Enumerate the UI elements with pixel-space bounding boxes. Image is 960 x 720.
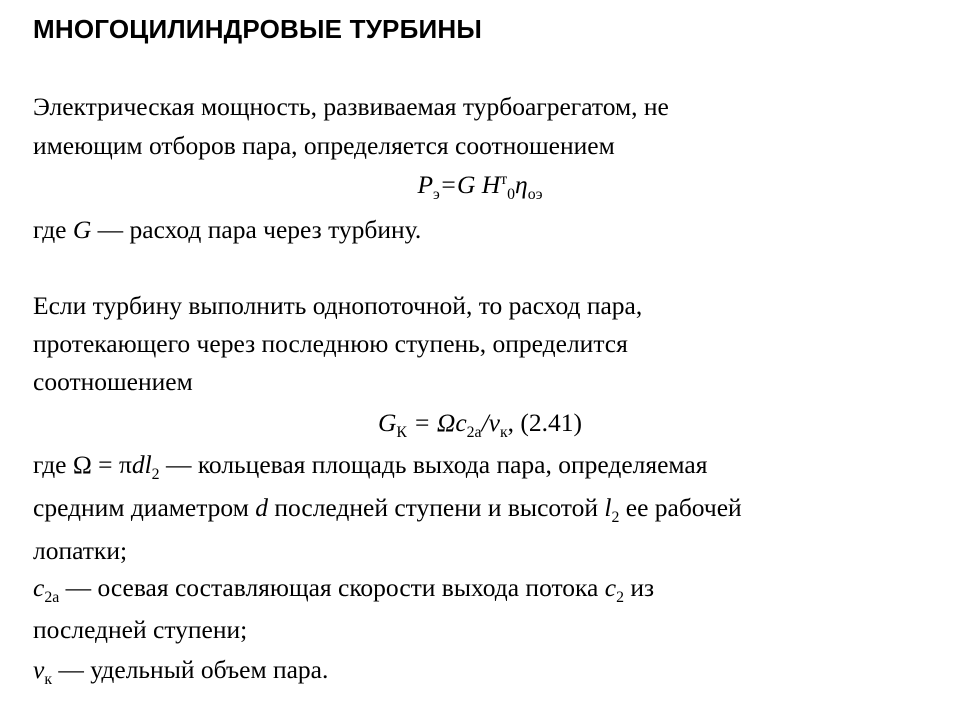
formula-power-eq: =G H bbox=[439, 170, 501, 199]
where-G-line bbox=[33, 215, 421, 245]
paragraph-1-line-2: имеющим отборов пара, определяется соотношением bbox=[33, 131, 615, 160]
formula-flow-eq: = Ωc bbox=[406, 408, 467, 437]
def-omega-line-1-rest: — кольцевая площадь выхода пара, определяемая bbox=[159, 450, 708, 479]
def-omega-line-2 bbox=[33, 493, 742, 526]
def-omega-line-1 bbox=[33, 450, 708, 483]
formula-power-eta-sub: оэ bbox=[527, 185, 543, 203]
formula-flow-slash: /v bbox=[481, 408, 500, 437]
paragraph-2-line-2: протекающего через последнюю ступень, определится bbox=[33, 329, 628, 358]
def-omega-d: d bbox=[255, 493, 268, 522]
def-c2a-line-1 bbox=[33, 573, 655, 606]
def-omega-dl-sub: 2 bbox=[151, 465, 160, 483]
formula-flow-ref: , (2.41) bbox=[507, 408, 583, 437]
formula-power-P: P bbox=[417, 170, 434, 199]
def-c2a-c: c bbox=[33, 573, 45, 602]
formula-power-P-sub: э bbox=[433, 185, 440, 203]
formula-flow-G: G bbox=[377, 408, 397, 437]
def-v-rest: — удельный объем пара. bbox=[52, 655, 329, 684]
def-c2a-line-1-end: из bbox=[623, 573, 655, 602]
where-G-rest: — расход пара через турбину. bbox=[91, 215, 422, 244]
paragraph-1-line-1: Электрическая мощность, развиваемая турбоагрегатом, не bbox=[33, 92, 669, 121]
formula-flow bbox=[0, 408, 960, 441]
def-c2a-line-1-rest: — осевая составляющая скорости выхода потока bbox=[59, 573, 605, 602]
def-omega-prefix: где Ω = π bbox=[33, 450, 132, 479]
paragraph-2-line-3: соотношением bbox=[33, 367, 193, 396]
def-c2a-c2-sub: 2 bbox=[616, 588, 624, 606]
def-omega-l: l bbox=[604, 493, 612, 522]
def-omega-line-2-c: ее рабочей bbox=[619, 493, 742, 522]
def-c2a-line-2: последней ступени; bbox=[33, 615, 248, 644]
def-c2a-c-sub: 2a bbox=[44, 588, 60, 606]
def-omega-line-2-a: средним диаметром bbox=[33, 493, 256, 522]
paragraph-2-line-1: Если турбину выполнить однопоточной, то расход пара, bbox=[33, 291, 643, 320]
formula-power-H-sub: 0 bbox=[507, 185, 516, 203]
formula-power bbox=[0, 170, 960, 203]
def-v-symbol: v bbox=[33, 655, 45, 684]
def-v-line bbox=[33, 655, 329, 688]
where-G-prefix: где bbox=[33, 215, 73, 244]
def-v-sub: к bbox=[44, 670, 53, 688]
def-omega-line-3: лопатки; bbox=[33, 536, 128, 565]
formula-flow-v-sub: к bbox=[499, 423, 508, 441]
page-title: МНОГОЦИЛИНДРОВЫЕ ТУРБИНЫ bbox=[33, 14, 483, 44]
formula-flow-G-sub: К bbox=[396, 423, 407, 441]
formula-flow-c-sub: 2а bbox=[466, 423, 482, 441]
formula-power-H-sup: т bbox=[500, 171, 508, 189]
def-omega-line-2-b: последней ступени и высотой bbox=[267, 493, 605, 522]
def-omega-l-sub: 2 bbox=[611, 508, 620, 526]
where-G-symbol: G bbox=[72, 215, 92, 244]
def-omega-dl: dl bbox=[131, 450, 152, 479]
def-c2a-c2: c bbox=[604, 573, 617, 602]
formula-power-eta: η bbox=[515, 170, 528, 199]
